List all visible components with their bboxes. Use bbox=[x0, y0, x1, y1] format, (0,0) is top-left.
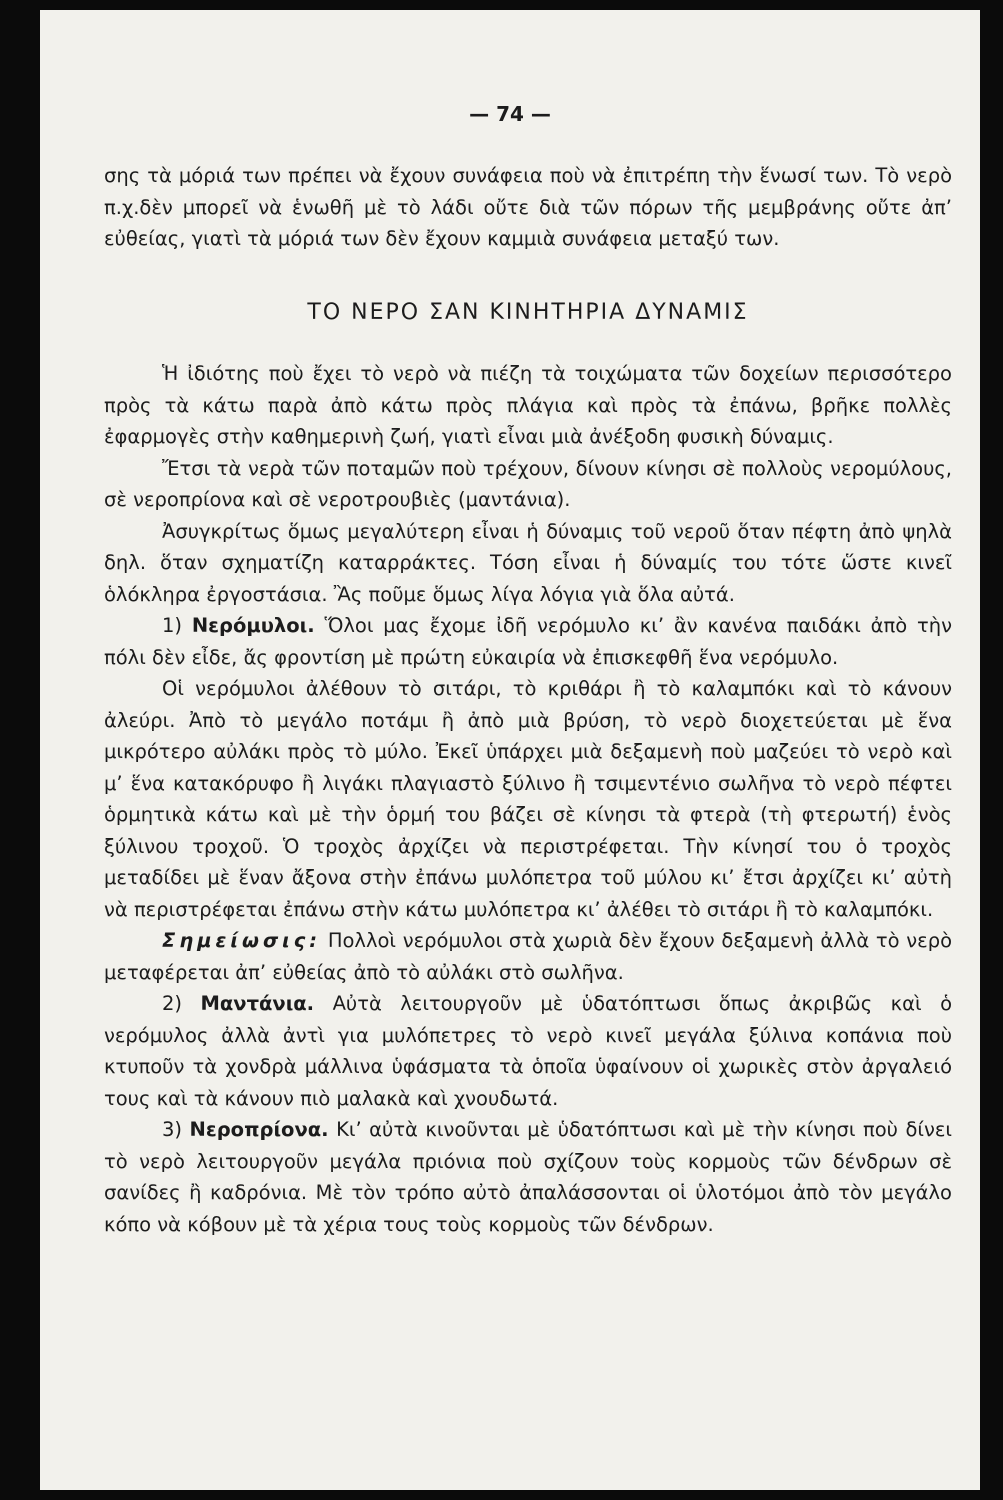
paragraph-rivers: Ἔτσι τὰ νερὰ τῶν ποταμῶν ποὺ τρέχουν, δίνουν κίνησι σὲ πολλοὺς νερομύλους, σὲ νεροπρίονα καὶ σὲ νεροτρουβιὲς (μαντάνια). bbox=[104, 456, 952, 511]
section-heading: ΤΟ ΝΕΡΟ ΣΑΝ ΚΙΝΗΤΗΡΙΑ ΔΥΝΑΜΙΣ bbox=[307, 299, 749, 325]
note-term: Σημείωσις: bbox=[162, 929, 322, 952]
paragraph-mantania bbox=[104, 988, 952, 1114]
item-number-3: 3) bbox=[162, 1118, 183, 1141]
term-sawmills: Νεροπρίονα. bbox=[189, 1118, 329, 1141]
sawmills-text: Κι’ αὐτὰ κινοῦνται μὲ ὑδατόπτωσι καὶ μὲ τὴν κίνησι ποὺ δίνει τὸ νερὸ λειτουργοῦν μεγάλα πριόνια ποὺ σχίζουν τοὺς κορμοὺς τῶν δένδρων σὲ σανίδες ἢ καδρόνια. Μὲ τὸν τρόπο αὐτὸ ἀπαλάσσονται οἱ ὑλοτόμοι ἀπὸ τὸν μεγάλο κόπο νὰ κόβουν μὲ τὰ χέρια τους τοὺς κορμοὺς τῶν δένδρων. bbox=[104, 1118, 953, 1236]
page-number: — 74 — bbox=[469, 102, 551, 126]
paragraph-sawmills bbox=[104, 1114, 952, 1240]
paragraph-note bbox=[104, 925, 952, 988]
paragraph-intro: Ἡ ἰδιότης ποὺ ἔχει τὸ νερὸ νὰ πιέζη τὰ τοιχώματα τῶν δοχείων περισσότερο πρὸς τὰ κάτω παρὰ ἀπὸ κάτω πρὸς πλάγια καὶ πρὸς τὰ ἐπάνω, βρῆκε πολλὲς ἐφαρμογὲς στὴν καθημερινὴ ζωή, γιατὶ εἶναι μιὰ ἀνέξοδη φυσικὴ δύναμις. bbox=[104, 362, 952, 448]
mantania-text: Αὐτὰ λειτουργοῦν μὲ ὑδατόπτωσι ὅπως ἀκριβῶς καὶ ὁ νερόμυλος ἀλλὰ ἀντὶ για μυλόπετρες τὸ νερὸ κινεῖ μεγάλα ξύλινα κοπάνια ποὺ κτυποῦν τὰ χονδρὰ μάλλινα ὑφάσματα τὰ ὁποῖα ὑφαίνουν οἱ χωρικὲς στὸν ἀργαλειό τους καὶ τὰ κάνουν πιὸ μαλακὰ καὶ χνουδωτά. bbox=[104, 992, 952, 1110]
paragraph-continuation: σης τὰ μόριά των πρέπει νὰ ἔχουν συνάφεια ποὺ νὰ ἐπιτρέπη τὴν ἕνωσί των. Τὸ νερὸ π.χ.δὲν μπορεῖ νὰ ἑνωθῆ μὲ τὸ λάδι οὔτε διὰ τῶν πόρων τῆς μεμβράνης οὔτε ἀπ’ εὐθείας, γιατὶ τὰ μόριά των δὲν ἔχουν καμμιὰ συνάφεια μεταξύ των. bbox=[104, 164, 952, 250]
book-page bbox=[40, 10, 980, 1490]
term-watermills: Νερόμυλοι. bbox=[191, 614, 315, 637]
paragraph-mill-operation: Οἱ νερόμυλοι ἀλέθουν τὸ σιτάρι, τὸ κριθάρι ἢ τὸ καλαμπόκι καὶ τὸ κάνουν ἀλεύρι. Ἀπὸ τὸ μεγάλο ποτάμι ἢ ἀπὸ μιὰ βρύση, τὸ νερὸ διοχετεύεται μὲ ἕνα μικρότερο αὐλάκι πρὸς τὸ μύλο. Ἐκεῖ ὑπάρχει μιὰ δεξαμενὴ ποὺ μαζεύει τὸ νερὸ καὶ μ’ ἕνα κατακόρυφο ἢ λιγάκι πλαγιαστὸ ξύλινο ἢ τσιμεντένιο σωλῆνα τὸ νερὸ πέφτει ὁρμητικὰ κάτω καὶ μὲ τὴν ὁρμή του βάζει σὲ κίνησι τὰ φτερὰ (τὴ φτερωτή) ἑνὸς ξύλινου τροχοῦ. Ὁ τροχὸς ἀρχίζει νὰ περιστρέφεται. Τὴν κίνησί του ὁ τροχὸς μεταδίδει μὲ ἕναν ἄξονα στὴν ἐπάνω μυλόπετρα τοῦ μύλου κι’ ἔτσι ἀρχίζει κι’ αὐτὴ νὰ περιστρέφεται ἐπάνω στὴν κάτω μυλόπετρα κι’ ἀλέθει τὸ σιτάρι ἢ τὸ καλαμπόκι. bbox=[104, 677, 952, 921]
page-body bbox=[104, 160, 952, 1240]
item-number-1: 1) bbox=[162, 614, 183, 637]
term-mantania: Μαντάνια. bbox=[200, 992, 315, 1015]
watermills-text: Ὅλοι μας ἔχομε ἰδῆ νερόμυλο κι’ ἂν κανένα παιδάκι ἀπὸ τὴν πόλι δὲν εἶδε, ἄς φροντίση μὲ πρώτη εὐκαιρία νὰ ἐπισκεφθῆ ἕνα νερόμυλο. bbox=[104, 614, 952, 669]
note-text: Πολλοὶ νερόμυλοι στὰ χωριὰ δὲν ἔχουν δεξαμενὴ ἀλλὰ τὸ νερὸ μεταφέρεται ἀπ’ εὐθείας ἀπὸ τὸ αὐλάκι στὸ σωλῆνα. bbox=[104, 929, 953, 984]
paragraph-watermills bbox=[104, 610, 952, 673]
item-number-2: 2) bbox=[162, 992, 183, 1015]
paragraph-waterfalls: Ἀσυγκρίτως ὅμως μεγαλύτερη εἶναι ἡ δύναμις τοῦ νεροῦ ὅταν πέφτη ἀπὸ ψηλὰ δηλ. ὅταν σχηματίζη καταρράκτες. Τόση εἶναι ἡ δύναμίς του τότε ὥστε κινεῖ ὁλόκληρα ἐργοστάσια. Ἂς ποῦμε ὅμως λίγα λόγια γιὰ ὅλα αὐτά. bbox=[104, 519, 952, 606]
